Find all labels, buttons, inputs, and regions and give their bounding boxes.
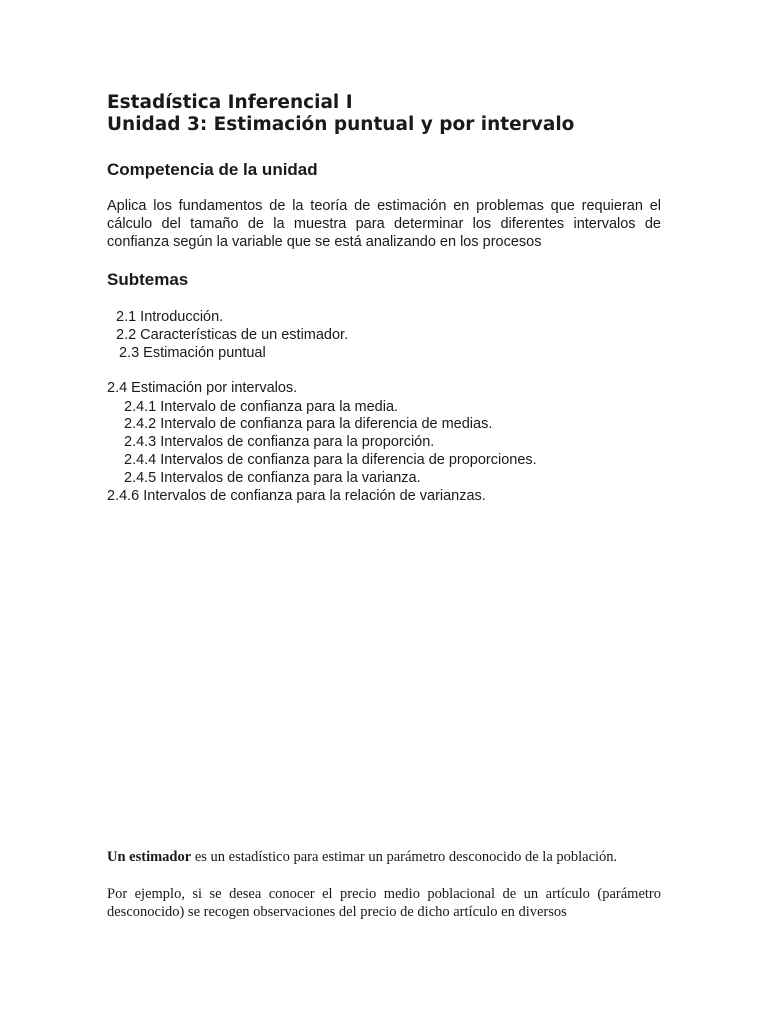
example-paragraph: Por ejemplo, si se desea conocer el precio medio poblacional de un artículo (parámetro desconocido) se recogen observaciones del precio de dicho artículo en diversos (107, 886, 661, 920)
course-title: Estadística Inferencial I (107, 92, 353, 113)
subtopic-item: 2.4.2 Intervalo de confianza para la diferencia de medias. (124, 416, 493, 432)
subtopic-item: 2.4.3 Intervalos de confianza para la proporción. (124, 434, 435, 450)
subtopic-item: 2.1 Introducción. (116, 309, 224, 325)
document-title (107, 92, 661, 136)
subtopic-item: 2.4 Estimación por intervalos. (107, 380, 298, 396)
competencia-paragraph: Aplica los fundamentos de la teoría de estimación en problemas que requieran el cálculo del tamaño de la muestra para determinar los diferentes intervalos de confianza según la variable que se está analizando en los procesos (107, 198, 661, 250)
subtemas-heading: Subtemas (107, 270, 189, 289)
unit-title: Unidad 3: Estimación puntual y por intervalo (107, 114, 575, 135)
subtopic-item: 2.4.5 Intervalos de confianza para la varianza. (124, 470, 421, 486)
subtopic-item: 2.4.4 Intervalos de confianza para la diferencia de proporciones. (124, 452, 537, 468)
document-page (107, 0, 661, 1024)
subtopic-item: 2.2 Características de un estimador. (116, 327, 349, 343)
subtopic-item: 2.4.1 Intervalo de confianza para la media. (124, 399, 399, 415)
competencia-heading: Competencia de la unidad (107, 160, 318, 179)
estimador-definition (107, 848, 661, 866)
subtopic-item: 2.3 Estimación puntual (119, 345, 266, 361)
subtopic-item: 2.4.6 Intervalos de confianza para la relación de varianzas. (107, 488, 486, 504)
estimador-text: es un estadístico para estimar un parámetro desconocido de la población. (191, 849, 618, 865)
estimador-term: Un estimador (107, 849, 192, 865)
